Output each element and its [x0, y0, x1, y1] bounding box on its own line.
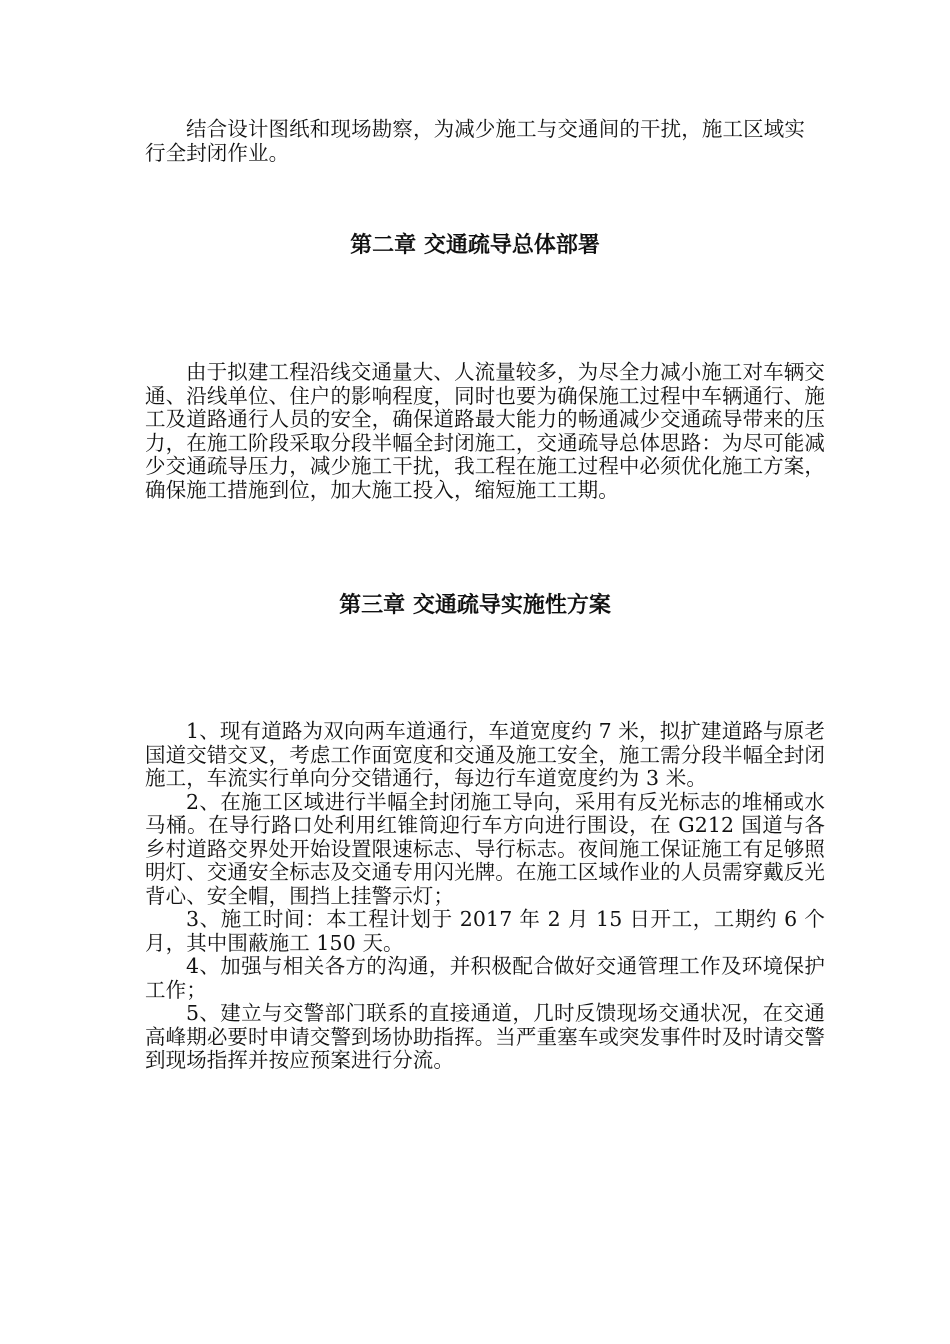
chapter-2-body [145, 361, 825, 502]
chapter-3-item-4: 4、加强与相关各方的沟通，并积极配合做好交通管理工作及环境保护工作； [145, 954, 825, 1002]
chapter-3-item-3: 3、施工时间：本工程计划于 2017 年 2 月 15 日开工，工期约 6 个月，其中围蔽施工 150 天。 [145, 907, 825, 955]
chapter-3-item-1: 1、现有道路为双向两车道通行，车道宽度约 7 米，拟扩建道路与原老国道交错交叉，考虑工作面宽度和交通及施工安全，施工需分段半幅全封闭施工，车流实行单向分交错通行，每边行车道宽度约为 3 米。 [145, 719, 825, 790]
chapter-2-paragraph: 由于拟建工程沿线交通量大、人流量较多，为尽全力减小施工对车辆交通、沿线单位、住户的影响程度，同时也要为确保施工过程中车辆通行、施工及道路通行人员的安全，确保道路最大能力的畅通减少交通疏导带来的压力，在施工阶段采取分段半幅全封闭施工，交通疏导总体思路：为尽可能减少交通疏导压力，减少施工干扰，我工程在施工过程中必须优化施工方案，确保施工措施到位，加大施工投入，缩短施工工期。 [145, 360, 825, 502]
chapter-3-item-2: 2、在施工区域进行半幅全封闭施工导向，采用有反光标志的堆桶或水马桶。在导行路口处利用红锥筒迎行车方向进行围设，在 G212 国道与各乡村道路交界处开始设置限速标志、导行标志。夜间施工保证施工有足够照明灯、交通安全标志及交通专用闪光牌。在施工区域作业的人员需穿戴反光背心、安全帽，围挡上挂警示灯； [145, 789, 825, 908]
chapter-2-heading: 第二章 交通疏导总体部署 [350, 233, 600, 258]
chapter-3-heading: 第三章 交通疏导实施性方案 [339, 593, 611, 618]
intro-paragraph: 结合设计图纸和现场勘察，为减少施工与交通间的干扰，施工区域实行全封闭作业。 [145, 117, 805, 165]
chapter-3-body [145, 720, 825, 1073]
chapter-3-item-5: 5、建立与交警部门联系的直接通道，几时反馈现场交通状况，在交通高峰期必要时申请交警到场协助指挥。当严重塞车或突发事件时及时请交警到现场指挥并按应预案进行分流。 [145, 1001, 825, 1072]
